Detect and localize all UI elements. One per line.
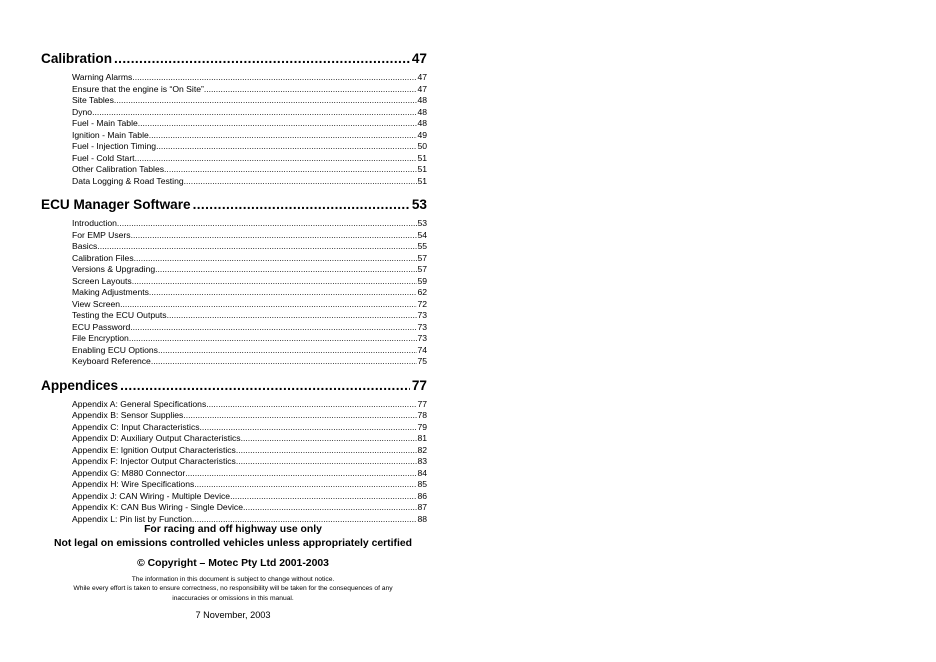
dot-leader	[167, 310, 418, 322]
dot-leader	[164, 164, 417, 176]
toc-entry[interactable]	[72, 95, 427, 107]
toc-entry-title: Enabling ECU Options	[72, 344, 158, 355]
toc-entry-page: 78	[417, 410, 427, 420]
toc-entry-page: 48	[417, 106, 427, 117]
dot-leader	[236, 456, 418, 468]
dot-leader	[200, 422, 418, 434]
toc-entry-title: Appendix D: Auxiliary Output Characteristics	[72, 433, 241, 443]
toc-entry[interactable]	[72, 468, 427, 480]
dot-leader	[151, 356, 418, 368]
toc-entry-page: 73	[417, 321, 427, 332]
toc-entry[interactable]	[72, 264, 427, 276]
toc-entry[interactable]	[72, 310, 427, 322]
toc-entry-page: 77	[417, 398, 427, 409]
document-date: 7 November, 2003	[195, 610, 271, 620]
toc-entry-title: For EMP Users	[72, 229, 131, 240]
toc-entry-title: Appendix B: Sensor Supplies	[72, 410, 184, 420]
toc-entry-page: 51	[417, 175, 427, 186]
dot-leader	[185, 468, 417, 480]
toc-entry[interactable]	[72, 164, 427, 176]
toc-section	[41, 51, 427, 187]
section-page: 47	[411, 51, 427, 66]
toc-entry[interactable]	[72, 410, 427, 422]
dot-leader	[184, 176, 418, 188]
toc-entry[interactable]	[72, 241, 427, 253]
toc-entry-title: Ensure that the engine is “On Site”	[72, 83, 204, 94]
toc-entry-title: Calibration Files	[72, 252, 134, 263]
toc-entry-list	[72, 72, 427, 187]
toc-entry-page: 47	[417, 72, 427, 82]
dot-leader	[230, 491, 417, 503]
toc-entry-page: 47	[417, 83, 427, 94]
toc-entry[interactable]	[72, 84, 427, 96]
toc-entry-page: 75	[417, 356, 427, 366]
disclaimer-line: inaccuracies or omissions in this manual.	[172, 594, 294, 602]
section-page: 77	[411, 377, 427, 393]
dot-leader	[97, 241, 417, 253]
toc-entry-title: Introduction	[72, 218, 117, 228]
section-title: ECU Manager Software	[41, 197, 191, 212]
toc-entry-page: 73	[417, 333, 427, 343]
toc-section-heading[interactable]	[41, 51, 427, 67]
toc-entry[interactable]	[72, 399, 427, 411]
toc-entry[interactable]	[72, 502, 427, 514]
section-page: 53	[411, 197, 427, 212]
toc-entry-title: Appendix E: Ignition Output Characteristics	[72, 444, 236, 455]
toc-entry-title: Basics	[72, 241, 98, 251]
toc-entry-page: 81	[417, 433, 427, 443]
toc-entry-page: 87	[417, 502, 427, 512]
dot-leader	[138, 118, 418, 130]
copyright-notice: © Copyright – Motec Pty Ltd 2001-2003	[137, 558, 329, 569]
toc-entry[interactable]	[72, 218, 427, 230]
dot-leader	[204, 84, 418, 96]
toc-entry-title: Appendix L: Pin list by Function	[72, 513, 192, 524]
toc-entry-page: 57	[417, 264, 427, 274]
toc-entry[interactable]	[72, 276, 427, 288]
toc-entry-list	[72, 218, 427, 368]
toc-entry-page: 83	[417, 456, 427, 466]
section-title: Appendices	[41, 377, 119, 393]
toc-entry[interactable]	[72, 356, 427, 368]
toc-entry[interactable]	[72, 253, 427, 265]
dot-leader	[183, 410, 417, 422]
dot-leader	[206, 399, 417, 411]
toc-entry-page: 59	[417, 275, 427, 286]
toc-entry[interactable]	[72, 322, 427, 334]
toc-entry-list	[72, 399, 427, 526]
dot-leader	[194, 479, 417, 491]
toc-entry-title: Making Adjustments	[72, 287, 149, 297]
toc-section	[41, 378, 427, 526]
dot-leader	[131, 230, 418, 242]
dot-leader	[132, 72, 417, 84]
toc-entry-page: 74	[417, 344, 427, 355]
toc-entry-title: Fuel - Cold Start	[72, 152, 135, 163]
toc-entry-page: 86	[417, 490, 427, 501]
toc-entry-page: 84	[417, 467, 427, 478]
dot-leader	[129, 333, 418, 345]
toc-entry-page: 49	[417, 129, 427, 140]
emissions-notice: Not legal on emissions controlled vehicles unless appropriately certified	[53, 538, 412, 549]
toc-entry-title: Keyboard Reference	[72, 356, 151, 366]
toc-entry-title: View Screen	[72, 298, 121, 309]
toc-entry-page: 85	[417, 479, 427, 489]
toc-entry[interactable]	[72, 445, 427, 457]
toc-entry-title: Dyno	[72, 106, 93, 117]
toc-entry-title: Other Calibration Tables	[72, 164, 165, 174]
dot-leader	[149, 130, 418, 142]
toc-entry[interactable]	[72, 72, 427, 84]
toc-entry-page: 50	[417, 141, 427, 151]
dot-leader	[130, 322, 417, 334]
toc-section	[41, 197, 427, 368]
toc-entry-title: Testing the ECU Outputs	[72, 310, 167, 320]
toc-entry-title: Screen Layouts	[72, 275, 132, 286]
toc-entry-title: Appendix J: CAN Wiring - Multiple Device	[72, 490, 231, 501]
dot-leader	[155, 264, 417, 276]
toc-entry[interactable]	[72, 176, 427, 188]
toc-entry-title: Fuel - Injection Timing	[72, 141, 157, 151]
toc-entry-page: 51	[417, 164, 427, 174]
toc-entry-title: Appendix C: Input Characteristics	[72, 421, 200, 432]
toc-entry[interactable]	[72, 130, 427, 142]
disclaimer-line: While every effort is taken to ensure correctness, no responsibility will be taken for the consequences of any	[73, 585, 393, 593]
dot-leader	[149, 287, 418, 299]
toc-entry-page: 72	[417, 298, 427, 309]
toc-entry-title: Appendix F: Injector Output Characteristics	[72, 456, 236, 466]
toc-section-heading[interactable]	[41, 197, 427, 213]
toc-entry-title: Site Tables	[72, 95, 114, 105]
dot-leader	[120, 299, 417, 311]
toc-entry-page: 73	[417, 310, 427, 320]
toc-entry-title: Appendix G: M880 Connector	[72, 467, 186, 478]
toc-section-heading[interactable]	[41, 378, 427, 394]
toc-entry-title: File Encryption	[72, 333, 129, 343]
toc-entry[interactable]	[72, 433, 427, 445]
dot-leader	[193, 197, 410, 213]
dot-leader	[114, 95, 418, 107]
toc-entry-page: 62	[417, 287, 427, 297]
toc-entry[interactable]	[72, 333, 427, 345]
toc-entry-page: 48	[417, 118, 427, 128]
toc-entry-page: 55	[417, 241, 427, 251]
toc-entry[interactable]	[72, 287, 427, 299]
racing-notice: For racing and off highway use only	[144, 524, 322, 535]
toc-entry[interactable]	[72, 118, 427, 130]
toc-entry-title: Appendix H: Wire Specifications	[72, 479, 195, 489]
toc-entry[interactable]	[72, 141, 427, 153]
toc-entry-title: ECU Password	[72, 321, 131, 332]
toc-entry[interactable]	[72, 479, 427, 491]
dot-leader	[158, 345, 417, 357]
toc-entry[interactable]	[72, 299, 427, 311]
toc-entry[interactable]	[72, 422, 427, 434]
toc-entry-page: 53	[417, 218, 427, 228]
dot-leader	[135, 153, 418, 165]
toc-entry-page: 88	[417, 513, 427, 524]
dot-leader	[156, 141, 417, 153]
toc-entry[interactable]	[72, 491, 427, 503]
toc-entry-title: Appendix K: CAN Bus Wiring - Single Device	[72, 502, 243, 512]
dot-leader	[132, 276, 418, 288]
toc-entry-page: 51	[417, 152, 427, 163]
disclaimer	[40, 575, 426, 603]
toc-entry[interactable]	[72, 107, 427, 119]
toc-entry[interactable]	[72, 230, 427, 242]
section-title: Calibration	[41, 51, 112, 66]
toc-entry[interactable]	[72, 153, 427, 165]
toc-entry-title: Versions & Upgrading	[72, 264, 156, 274]
dot-leader	[241, 433, 418, 445]
toc-entry-title: Data Logging & Road Testing	[72, 175, 184, 186]
toc-entry-page: 48	[417, 95, 427, 105]
dot-leader	[120, 378, 410, 394]
toc-entry[interactable]	[72, 345, 427, 357]
toc-entry-title: Appendix A: General Specifications	[72, 398, 207, 409]
dot-leader	[117, 218, 418, 230]
dot-leader	[134, 253, 418, 265]
toc-entry-page: 57	[417, 252, 427, 263]
toc-entry-title: Warning Alarms	[72, 72, 133, 82]
toc-entry-page: 54	[417, 229, 427, 240]
toc-entry[interactable]	[72, 456, 427, 468]
dot-leader	[243, 502, 417, 514]
dot-leader	[92, 107, 417, 119]
toc-entry-title: Fuel - Main Table	[72, 118, 138, 128]
toc-entry-page: 79	[417, 421, 427, 432]
dot-leader	[114, 51, 410, 67]
dot-leader	[236, 445, 418, 457]
disclaimer-line: The information in this document is subject to change without notice.	[131, 576, 335, 583]
toc-entry-page: 82	[417, 444, 427, 455]
table-of-contents	[41, 51, 427, 525]
toc-entry-title: Ignition - Main Table	[72, 129, 149, 140]
